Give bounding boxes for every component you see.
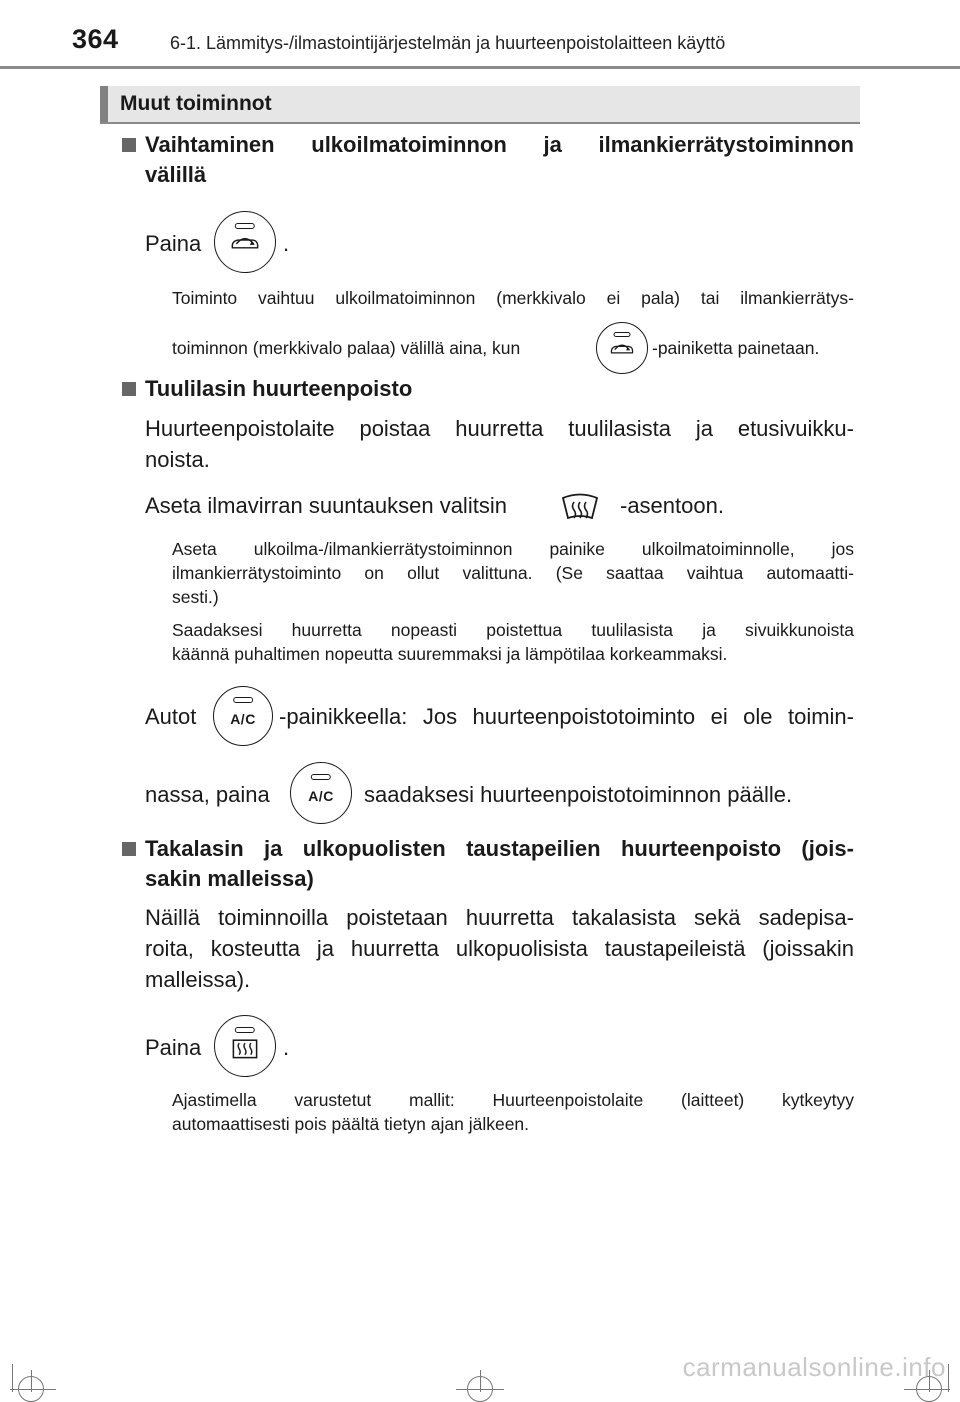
section-title-bar [100,86,860,122]
windshield-body: Huurteenpoistolaite poistaa huurretta tuulilasista ja etusivuikku- [145,416,854,441]
heading-rear-defog: Takalasin ja ulkopuolisten taustapeilien huurteenpoisto (jois- [145,836,854,861]
note-outside-air-end: sesti.) [172,587,219,607]
watermark: carmanualsonline.info [682,1352,946,1382]
bullet-square [122,842,136,856]
indicator-light [311,774,331,780]
section-title: Muut toiminnot [120,92,272,115]
ac-label: A/C [230,711,256,727]
chapter-title: 6-1. Lämmitys-/ilmastointijärjestelmän ja huurteenpoistolaitteen käyttö [170,33,726,53]
heading-recirculation: Vaihtaminen ulkoilmatoiminnon ja ilmankierrätystoiminnon [145,132,854,157]
ac-button [213,686,273,746]
rear-window-defogger-icon [215,1016,275,1076]
ac-text2-prefix: nassa, paina [145,782,270,807]
ac-button-second [290,762,352,824]
rear-defogger-button [214,1015,276,1077]
crop-mark [456,1389,504,1390]
recirculation-button [214,211,276,273]
press-suffix: . [283,231,290,256]
rear-press-instruction: Paina [145,1035,202,1060]
note-recirculation-cont: toiminnon (merkkivalo palaa) välillä aina, kun [172,338,521,358]
bullet-square [122,382,136,396]
crop-mark [948,1364,949,1392]
note-fast-defog: Saadaksesi huurretta nopeasti poistettua tuulilasista ja sivuikkunoista [172,620,854,640]
note-outside-air-cont: ilmankierrätystoiminto on ollut valittuna. (Se saattaa vaihtua automaatti- [172,563,854,583]
header-divider [0,66,960,69]
bullet-square [122,138,136,152]
indicator-light [233,697,253,703]
rear-body-2: roita, kosteutta ja huurretta ulkopuolisista taustapeileistä (joissakin [145,936,854,961]
ac-text-suffix: -painikkeella: Jos huurteenpoistotoiminto ei ole toimin- [279,704,854,729]
recirculation-button-inline [596,322,648,374]
note-timer: Ajastimella varustetut mallit: Huurteenpoistolaite (laitteet) kytkeytyy [172,1090,854,1110]
recirculation-icon [597,323,647,373]
ac-text2-suffix: saadaksesi huurteenpoistotoiminnon päälle. [364,782,793,807]
press-instruction: Paina [145,231,202,256]
note-recirculation: Toiminto vaihtuu ulkoilmatoiminnon (merkkivalo ei pala) tai ilmankierrätys- [172,288,854,308]
rear-body-1: Näillä toiminnoilla poistetaan huurretta takalasista sekä sadepisa- [145,905,854,930]
selector-instruction: Aseta ilmavirran suuntauksen valitsin [145,493,507,518]
rear-press-suffix: . [283,1035,290,1060]
crop-mark [31,1370,32,1392]
selector-suffix: -asentoon. [620,493,724,518]
rear-body-3: malleissa). [145,967,251,992]
crop-mark [12,1364,13,1392]
ac-label: A/C [308,788,334,804]
note-recirculation-suffix: -painiketta painetaan. [652,338,820,358]
heading-windshield: Tuulilasin huurteenpoisto [145,376,413,401]
note-outside-air: Aseta ulkoilma-/ilmankierrätystoiminnon painike ulkoilmatoiminnolle, jos [172,539,854,559]
ac-text-prefix: Autot [145,704,197,729]
crop-mark [10,1389,56,1390]
note-fast-defog-cont: käännä puhaltimen nopeutta suuremmaksi ja lämpötilaa korkeammaksi. [172,644,728,664]
windshield-defogger-icon [560,492,600,524]
windshield-body-cont: noista. [145,447,210,472]
crop-mark [904,1389,950,1390]
page-number: 364 [72,24,119,54]
heading-recirculation-cont: välillä [145,162,207,187]
section-divider [100,122,860,124]
note-timer-cont: automaattisesti pois päältä tietyn ajan jälkeen. [172,1114,530,1134]
recirculation-icon [215,212,275,272]
heading-rear-defog-cont: sakin malleissa) [145,866,314,891]
